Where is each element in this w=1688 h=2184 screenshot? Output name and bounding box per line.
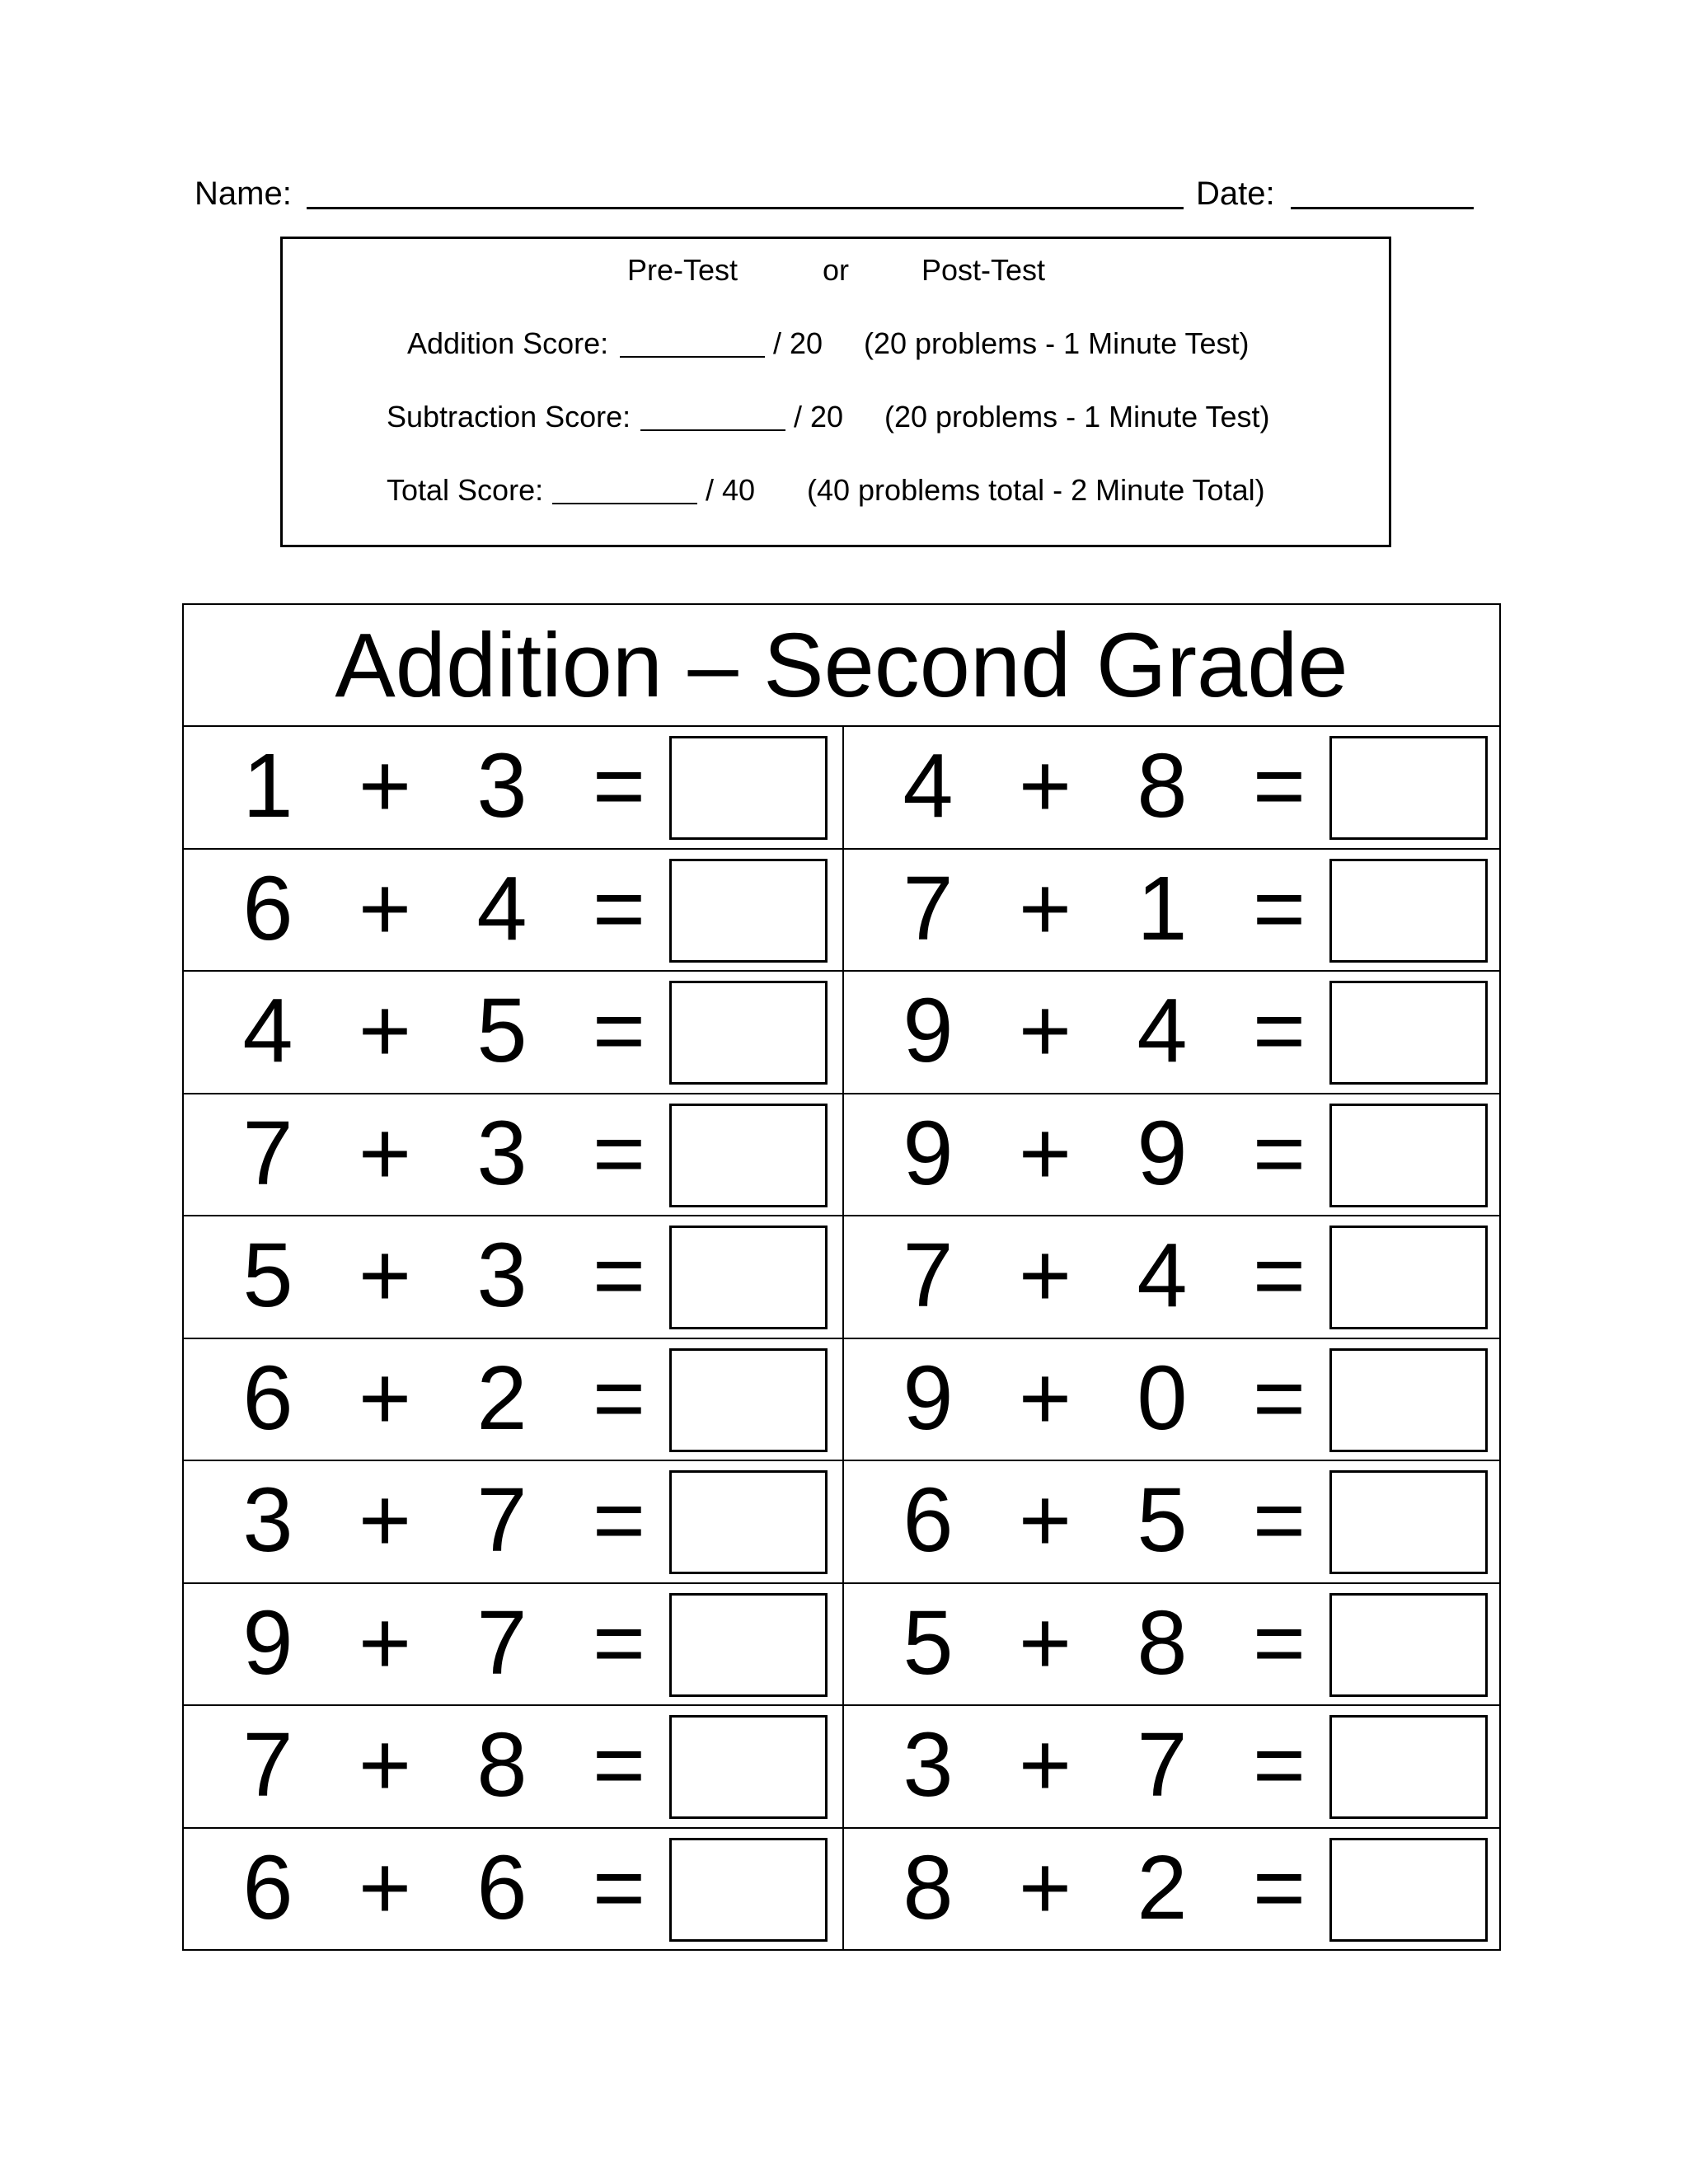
addend-b: 8 xyxy=(1137,735,1188,837)
table-row xyxy=(184,1094,1499,1217)
total-score-field[interactable] xyxy=(552,470,697,504)
addend-b: 3 xyxy=(476,1102,528,1204)
plus-sign: + xyxy=(1018,1102,1072,1204)
subtraction-score-field[interactable] xyxy=(640,396,785,431)
answer-box[interactable] xyxy=(1329,1470,1488,1574)
equals-sign: = xyxy=(1252,857,1306,959)
problem-right xyxy=(844,1094,1502,1215)
problem-left xyxy=(184,850,842,970)
problem-right xyxy=(844,1339,1502,1460)
addend-a: 6 xyxy=(242,857,293,959)
plus-sign: + xyxy=(1018,1225,1072,1326)
problem-left xyxy=(184,972,842,1092)
answer-box[interactable] xyxy=(669,1348,828,1452)
worksheet-title: Addition – Second Grade xyxy=(184,605,1499,727)
addition-worksheet xyxy=(182,603,1501,1951)
subtraction-score-row xyxy=(283,396,1389,438)
date-label: Date: xyxy=(1196,176,1275,212)
plus-sign: + xyxy=(1018,980,1072,1081)
table-row xyxy=(184,850,1499,972)
subtraction-score-out-of: / 20 xyxy=(794,400,844,434)
addend-a: 5 xyxy=(903,1591,954,1694)
addend-b: 2 xyxy=(476,1347,528,1449)
equals-sign: = xyxy=(592,980,646,1081)
addend-b: 5 xyxy=(476,980,528,1081)
addend-b: 4 xyxy=(476,857,528,959)
plus-sign: + xyxy=(1018,1469,1072,1571)
answer-box[interactable] xyxy=(669,1470,828,1574)
problem-left xyxy=(184,727,842,847)
equals-sign: = xyxy=(592,735,646,837)
table-row xyxy=(184,972,1499,1094)
answer-box[interactable] xyxy=(1329,1838,1488,1942)
addend-b: 4 xyxy=(1137,1225,1188,1326)
problem-right xyxy=(844,727,1502,847)
equals-sign: = xyxy=(1252,1836,1306,1938)
answer-box[interactable] xyxy=(1329,1226,1488,1329)
addend-b: 2 xyxy=(1137,1836,1188,1938)
equals-sign: = xyxy=(1252,735,1306,837)
equals-sign: = xyxy=(1252,1469,1306,1571)
problem-left xyxy=(184,1339,842,1460)
plus-sign: + xyxy=(358,1591,412,1694)
table-row xyxy=(184,1216,1499,1339)
table-row xyxy=(184,1584,1499,1707)
answer-box[interactable] xyxy=(1329,736,1488,840)
equals-sign: = xyxy=(592,1102,646,1204)
post-test-option[interactable]: Post-Test xyxy=(921,253,1046,287)
addend-b: 9 xyxy=(1137,1102,1188,1204)
answer-box[interactable] xyxy=(669,736,828,840)
name-field[interactable] xyxy=(307,169,1184,209)
answer-box[interactable] xyxy=(1329,1715,1488,1819)
addend-a: 9 xyxy=(903,1347,954,1449)
addend-b: 7 xyxy=(1137,1714,1188,1816)
total-score-label: Total Score: xyxy=(387,473,544,507)
addition-score-field[interactable] xyxy=(620,323,765,358)
addend-a: 7 xyxy=(242,1102,293,1204)
addend-b: 3 xyxy=(476,1225,528,1326)
problem-left xyxy=(184,1216,842,1337)
score-box xyxy=(280,237,1391,547)
answer-box[interactable] xyxy=(669,1715,828,1819)
subtraction-score-note: (20 problems - 1 Minute Test) xyxy=(884,400,1270,434)
problem-left xyxy=(184,1829,842,1949)
equals-sign: = xyxy=(592,1714,646,1816)
table-row xyxy=(184,1339,1499,1462)
table-row xyxy=(184,727,1499,850)
plus-sign: + xyxy=(1018,1836,1072,1938)
equals-sign: = xyxy=(592,1225,646,1326)
answer-box[interactable] xyxy=(669,1104,828,1207)
pre-test-option[interactable]: Pre-Test xyxy=(627,253,738,287)
answer-box[interactable] xyxy=(669,1838,828,1942)
addend-b: 7 xyxy=(476,1469,528,1571)
table-row xyxy=(184,1461,1499,1584)
answer-box[interactable] xyxy=(669,1593,828,1697)
addend-b: 8 xyxy=(476,1714,528,1816)
addend-a: 5 xyxy=(242,1225,293,1326)
subtraction-score-label: Subtraction Score: xyxy=(387,400,631,434)
addend-b: 8 xyxy=(1137,1591,1188,1694)
problem-right xyxy=(844,972,1502,1092)
answer-box[interactable] xyxy=(1329,1348,1488,1452)
addend-a: 9 xyxy=(903,1102,954,1204)
answer-box[interactable] xyxy=(1329,1104,1488,1207)
plus-sign: + xyxy=(358,1714,412,1816)
addend-b: 3 xyxy=(476,735,528,837)
addend-b: 5 xyxy=(1137,1469,1188,1571)
equals-sign: = xyxy=(1252,980,1306,1081)
total-score-note: (40 problems total - 2 Minute Total) xyxy=(807,473,1265,507)
plus-sign: + xyxy=(1018,1714,1072,1816)
addend-a: 7 xyxy=(903,1225,954,1326)
addition-score-row xyxy=(283,323,1389,364)
addend-a: 6 xyxy=(242,1836,293,1938)
plus-sign: + xyxy=(1018,735,1072,837)
addition-score-note: (20 problems - 1 Minute Test) xyxy=(864,326,1250,360)
addend-a: 7 xyxy=(242,1714,293,1816)
addend-a: 4 xyxy=(242,980,293,1081)
problem-right xyxy=(844,1706,1502,1826)
answer-box[interactable] xyxy=(669,1226,828,1329)
problem-left xyxy=(184,1584,842,1704)
addend-b: 4 xyxy=(1137,980,1188,1081)
plus-sign: + xyxy=(1018,1347,1072,1449)
total-score-row xyxy=(283,470,1389,511)
problem-left xyxy=(184,1094,842,1215)
addend-b: 0 xyxy=(1137,1347,1188,1449)
addend-b: 1 xyxy=(1137,857,1188,959)
total-score-out-of: / 40 xyxy=(706,473,756,507)
addend-a: 9 xyxy=(903,980,954,1081)
addend-a: 9 xyxy=(242,1591,293,1694)
plus-sign: + xyxy=(358,1347,412,1449)
problem-left xyxy=(184,1706,842,1826)
plus-sign: + xyxy=(358,980,412,1081)
equals-sign: = xyxy=(592,857,646,959)
equals-sign: = xyxy=(1252,1347,1306,1449)
table-row xyxy=(184,1829,1499,1952)
plus-sign: + xyxy=(358,1469,412,1571)
equals-sign: = xyxy=(1252,1225,1306,1326)
problem-right xyxy=(844,1584,1502,1704)
addend-a: 8 xyxy=(903,1836,954,1938)
answer-box[interactable] xyxy=(669,859,828,963)
addend-a: 7 xyxy=(903,857,954,959)
table-row xyxy=(184,1706,1499,1829)
name-date-line xyxy=(195,169,1480,218)
answer-box[interactable] xyxy=(1329,859,1488,963)
problem-right xyxy=(844,1829,1502,1949)
plus-sign: + xyxy=(1018,1591,1072,1694)
addend-a: 1 xyxy=(242,735,293,837)
plus-sign: + xyxy=(358,1102,412,1204)
equals-sign: = xyxy=(592,1469,646,1571)
problem-right xyxy=(844,1216,1502,1337)
equals-sign: = xyxy=(592,1347,646,1449)
addend-a: 3 xyxy=(242,1469,293,1571)
plus-sign: + xyxy=(358,1225,412,1326)
plus-sign: + xyxy=(358,735,412,837)
equals-sign: = xyxy=(1252,1102,1306,1204)
equals-sign: = xyxy=(1252,1591,1306,1694)
equals-sign: = xyxy=(592,1836,646,1938)
plus-sign: + xyxy=(358,857,412,959)
plus-sign: + xyxy=(358,1836,412,1938)
addition-score-label: Addition Score: xyxy=(407,326,609,360)
addition-score-out-of: / 20 xyxy=(773,326,823,360)
problem-right xyxy=(844,1461,1502,1582)
addend-b: 6 xyxy=(476,1836,528,1938)
addend-a: 6 xyxy=(242,1347,293,1449)
plus-sign: + xyxy=(1018,857,1072,959)
problem-right xyxy=(844,850,1502,970)
name-label: Name: xyxy=(195,176,292,212)
addend-a: 6 xyxy=(903,1469,954,1571)
or-label: or xyxy=(823,253,850,287)
problem-left xyxy=(184,1461,842,1582)
equals-sign: = xyxy=(1252,1714,1306,1816)
answer-box[interactable] xyxy=(669,981,828,1085)
test-type-row xyxy=(283,250,1389,291)
answer-box[interactable] xyxy=(1329,1593,1488,1697)
date-field[interactable] xyxy=(1291,169,1474,209)
addend-a: 3 xyxy=(903,1714,954,1816)
answer-box[interactable] xyxy=(1329,981,1488,1085)
equals-sign: = xyxy=(592,1591,646,1694)
addend-a: 4 xyxy=(903,735,954,837)
addend-b: 7 xyxy=(476,1591,528,1694)
